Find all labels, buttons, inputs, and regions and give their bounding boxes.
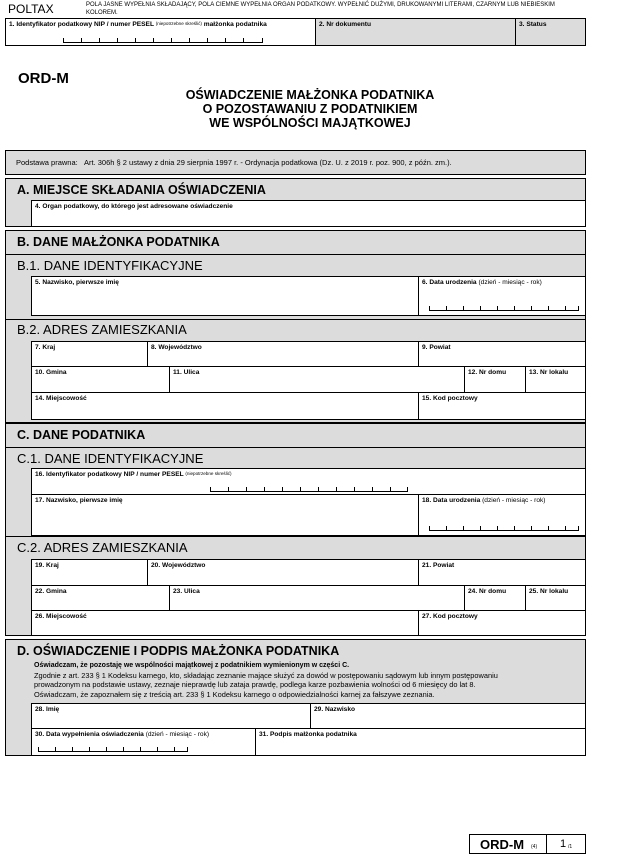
taxpayer-voivodeship-field[interactable] xyxy=(147,559,419,586)
taxpayer-name-field[interactable] xyxy=(31,494,419,536)
spouse-county-field[interactable] xyxy=(418,341,586,367)
tax-office-field[interactable] xyxy=(31,200,586,227)
f6-label: 6. Data urodzenia xyxy=(422,279,477,286)
f4-label: 4. Organ podatkowy, do którego jest adresowane oświadczenie xyxy=(35,203,233,210)
spouse-birthdate-field[interactable] xyxy=(418,276,586,316)
taxpayer-county-field[interactable] xyxy=(418,559,586,586)
section-c-title: C. DANE PODATNIKA xyxy=(17,428,146,442)
spouse-first-name-field[interactable] xyxy=(31,703,311,729)
f12-label: 12. Nr domu xyxy=(468,369,507,376)
taxpayer-postal-code-field[interactable] xyxy=(418,610,586,636)
warning-line-1: Zgodnie z art. 233 § 1 Kodeksu karnego, kto, składając zeznanie mające służyć za dowód w postępowaniu sądowym lub innym postępowaniu xyxy=(34,671,498,680)
field2-label: 2. Nr dokumentu xyxy=(319,21,372,28)
taxpayer-commune-field[interactable] xyxy=(31,585,170,611)
header-instructions: POLA JASNE WYPEŁNIA SKŁADAJĄCY, POLA CIEMNE WYPEŁNIA ORGAN PODATKOWY. WYPEŁNIĆ DUŻYMI, DRUKOWANYMI LITERAMI, CZARNYM LUB NIEBIESKIM KOLOREM. xyxy=(86,2,555,16)
spouse-country-field[interactable] xyxy=(31,341,148,367)
section-b-title: B. DANE MAŁŻONKA PODATNIKA xyxy=(17,235,220,249)
c2-title: C.2. ADRES ZAMIESZKANIA xyxy=(17,540,188,555)
c1-title: C.1. DANE IDENTYFIKACYJNE xyxy=(17,451,204,466)
legal-basis-label: Podstawa prawna: xyxy=(16,158,78,167)
f30-hint: (dzień - miesiąc - rok) xyxy=(145,731,210,738)
f31-label: 31. Podpis małżonka podatnika xyxy=(259,731,357,738)
f5-label: 5. Nazwisko, pierwsze imię xyxy=(35,279,119,286)
footer-code-box xyxy=(469,834,586,854)
title-line-1: OŚWIADCZENIE MAŁŻONKA PODATNIKA xyxy=(185,88,435,102)
f7-label: 7. Kraj xyxy=(35,344,56,351)
section-b xyxy=(5,230,586,423)
title-line-2: O POZOSTAWANIU Z PODATNIKIEM xyxy=(202,102,418,116)
f22-label: 22. Gmina xyxy=(35,588,67,595)
section-c xyxy=(5,423,586,636)
section-a xyxy=(5,178,586,227)
f24-label: 24. Nr domu xyxy=(468,588,507,595)
f14-label: 14. Miejscowość xyxy=(35,395,87,402)
f20-label: 20. Województwo xyxy=(151,562,206,569)
taxpayer-id-field[interactable] xyxy=(31,468,586,495)
legal-basis-text: Art. 306h § 2 ustawy z dnia 29 sierpnia 1997 r. - Ordynacja podatkowa (Dz. U. z 2019 r. poz. 900, z późn. zm.). xyxy=(84,158,452,167)
taxpayer-country-field[interactable] xyxy=(31,559,148,586)
f18-label: 18. Data urodzenia xyxy=(422,497,481,504)
spouse-street-field[interactable] xyxy=(169,366,465,393)
f16-note: (niepotrzebne skreślić) xyxy=(185,471,232,476)
footer-page: 1 xyxy=(560,838,567,850)
b1-title: B.1. DANE IDENTYFIKACYJNE xyxy=(17,258,203,273)
section-a-title: A. MIEJSCE SKŁADANIA OŚWIADCZENIA xyxy=(17,183,266,197)
b2-title: B.2. ADRES ZAMIESZKANIA xyxy=(17,322,187,337)
warning-text xyxy=(34,671,498,699)
field1-note: (niepotrzebne skreślić) xyxy=(155,21,202,26)
form-code: ORD-M xyxy=(18,70,69,87)
taxpayer-id-boxes xyxy=(210,488,408,492)
f8-label: 8. Województwo xyxy=(151,344,202,351)
nip-pesel-boxes xyxy=(63,39,263,43)
section-d-title: D. OŚWIADCZENIE I PODPIS MAŁŻONKA PODATNIKA xyxy=(17,644,340,658)
completion-date-boxes xyxy=(38,748,188,752)
f13-label: 13. Nr lokalu xyxy=(529,369,569,376)
birthdate-boxes xyxy=(429,307,579,311)
f23-label: 23. Ulica xyxy=(173,588,200,595)
status-field xyxy=(515,18,586,46)
spouse-city-field[interactable] xyxy=(31,392,419,420)
f30-label: 30. Data wypełnienia oświadczenia xyxy=(35,731,144,738)
footer-version: (4) xyxy=(531,844,538,850)
header-id-field[interactable] xyxy=(5,18,316,46)
spouse-name-field[interactable] xyxy=(31,276,419,316)
taxpayer-house-number-field[interactable] xyxy=(464,585,526,611)
taxpayer-birthdate-boxes xyxy=(429,527,579,531)
field1-suffix: małżonka podatnika xyxy=(201,21,267,28)
completion-date-field[interactable] xyxy=(31,728,256,756)
poltax-brand: POLTAX xyxy=(8,2,54,16)
spouse-last-name-field[interactable] xyxy=(310,703,586,729)
footer-pages: /1 xyxy=(568,844,573,850)
field3-label: 3. Status xyxy=(519,21,547,28)
f17-label: 17. Nazwisko, pierwsze imię xyxy=(35,497,123,504)
spouse-house-number-field[interactable] xyxy=(464,366,526,393)
taxpayer-street-field[interactable] xyxy=(169,585,465,611)
declaration-text: Oświadczam, że pozostaję we wspólności majątkowej z podatnikiem wymienionym w części C. xyxy=(34,662,350,669)
f21-label: 21. Powiat xyxy=(422,562,455,569)
f18-hint: (dzień - miesiąc - rok) xyxy=(482,497,546,504)
field1-label: 1. Identyfikator podatkowy NIP / numer PESEL xyxy=(9,21,154,28)
f6-hint: (dzień - miesiąc - rok) xyxy=(478,279,542,286)
f28-label: 28. Imię xyxy=(35,706,60,713)
warning-line-3: Oświadczam, że zapoznałem się z treścią art. 233 § 1 Kodeksu karnego o odpowiedzialności karnej za fałszywe zeznania. xyxy=(34,689,435,699)
spouse-apartment-field[interactable] xyxy=(525,366,586,393)
footer-form-code: ORD-M xyxy=(480,837,525,852)
f19-label: 19. Kraj xyxy=(35,562,59,569)
f15-label: 15. Kod pocztowy xyxy=(422,395,478,402)
warning-line-2: prowadzonym na podstawie ustawy, zeznaje nieprawdę lub zataja prawdę, podlega karze pozbawienia wolności od 6 miesięcy do lat 8. xyxy=(34,680,476,690)
spouse-voivodeship-field[interactable] xyxy=(147,341,419,367)
section-d xyxy=(5,639,586,756)
f11-label: 11. Ulica xyxy=(173,369,200,376)
f26-label: 26. Miejscowość xyxy=(35,613,87,620)
taxpayer-birthdate-field[interactable] xyxy=(418,494,586,536)
f29-label: 29. Nazwisko xyxy=(314,706,356,713)
signature-field[interactable] xyxy=(255,728,586,756)
taxpayer-apartment-field[interactable] xyxy=(525,585,586,611)
f27-label: 27. Kod pocztowy xyxy=(422,613,478,620)
taxpayer-city-field[interactable] xyxy=(31,610,419,636)
form-title xyxy=(120,88,500,130)
f10-label: 10. Gmina xyxy=(35,369,67,376)
document-number-field xyxy=(315,18,516,46)
spouse-commune-field[interactable] xyxy=(31,366,170,393)
f9-label: 9. Powiat xyxy=(422,344,451,351)
title-line-3: WE WSPÓLNOŚCI MAJĄTKOWEJ xyxy=(209,116,411,130)
spouse-postal-code-field[interactable] xyxy=(418,392,586,420)
f16-label: 16. Identyfikator podatkowy NIP / numer PESEL xyxy=(35,471,184,478)
f25-label: 25. Nr lokalu xyxy=(529,588,569,595)
legal-basis xyxy=(5,150,586,175)
